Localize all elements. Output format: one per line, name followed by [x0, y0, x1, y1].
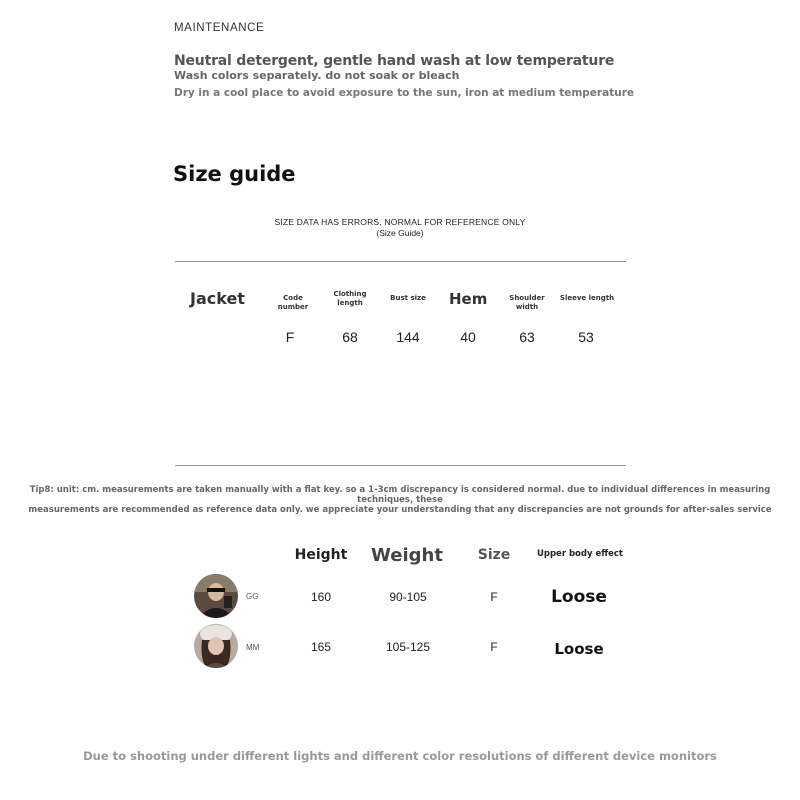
model-mm-size: F: [490, 640, 498, 654]
measurement-tip-line1: Tip8: unit: cm. measurements are taken manually with a flat key. so a 1-3cm discrepancy is considered normal. due to individual differences in measuring techniques, these: [29, 485, 771, 505]
model-header-upper-body-effect: Upper body effect: [536, 549, 623, 559]
header-sleeve-length: Sleeve length: [559, 294, 615, 302]
care-instruction-dry: Dry in a cool place to avoid exposure to the sun, iron at medium temperature: [174, 87, 634, 99]
value-sleeve-length: 53: [578, 329, 594, 345]
model-photo-mm-icon: [194, 624, 238, 668]
value-code: F: [285, 329, 295, 345]
table-bottom-divider: [175, 465, 626, 466]
size-guide-title: Size guide: [173, 162, 296, 186]
header-clothing-length: [325, 290, 375, 308]
care-instruction-wash: Neutral detergent, gentle hand wash at low temperature: [174, 53, 615, 69]
header-clothing-length-line1: Clothing: [333, 290, 367, 298]
measurement-tip: [20, 485, 780, 515]
size-data-note: SIZE DATA HAS ERRORS, NORMAL FOR REFERENCE ONLY: [274, 217, 526, 227]
header-shoulder-width: Shoulder width: [509, 294, 545, 311]
header-hem: Hem: [449, 290, 488, 308]
model-gg-weight: 90-105: [389, 590, 427, 604]
garment-label: Jacket: [190, 289, 245, 308]
header-clothing-length-line2: length: [337, 299, 363, 307]
model-mm-height: 165: [310, 640, 332, 654]
model-label-mm: MM: [246, 643, 260, 652]
care-instruction-colors: Wash colors separately. do not soak or bleach: [174, 69, 460, 82]
value-hem: 40: [460, 329, 476, 345]
value-bust-size: 144: [396, 329, 420, 345]
model-gg-size: F: [490, 590, 498, 604]
color-disclaimer: Due to shooting under different lights and different color resolutions of different device monitors: [83, 749, 717, 763]
value-shoulder-width: 63: [519, 329, 535, 345]
model-mm-effect: Loose: [554, 640, 604, 658]
model-header-weight: Weight: [371, 545, 443, 566]
model-gg-height: 160: [310, 590, 332, 604]
header-code-number: Code number: [277, 294, 309, 311]
model-avatar-mm: [194, 624, 238, 668]
model-mm-weight: 105-125: [385, 640, 431, 654]
value-clothing-length: 68: [342, 329, 358, 345]
header-bust-size: Bust size: [390, 294, 426, 302]
model-header-size: Size: [477, 547, 511, 563]
model-label-gg: GG: [246, 592, 259, 601]
model-avatar-gg: [194, 574, 238, 618]
model-header-height: Height: [294, 547, 348, 563]
maintenance-title: MAINTENANCE: [174, 22, 265, 34]
model-gg-effect: Loose: [551, 587, 607, 607]
measurement-tip-line2: measurements are recommended as reference data only. we appreciate your understanding that any discrepancies are not grounds for after-sales service: [28, 505, 772, 515]
model-photo-gg-icon: [194, 574, 238, 618]
size-guide-subtitle: (Size Guide): [376, 228, 424, 238]
table-top-divider: [175, 261, 626, 262]
